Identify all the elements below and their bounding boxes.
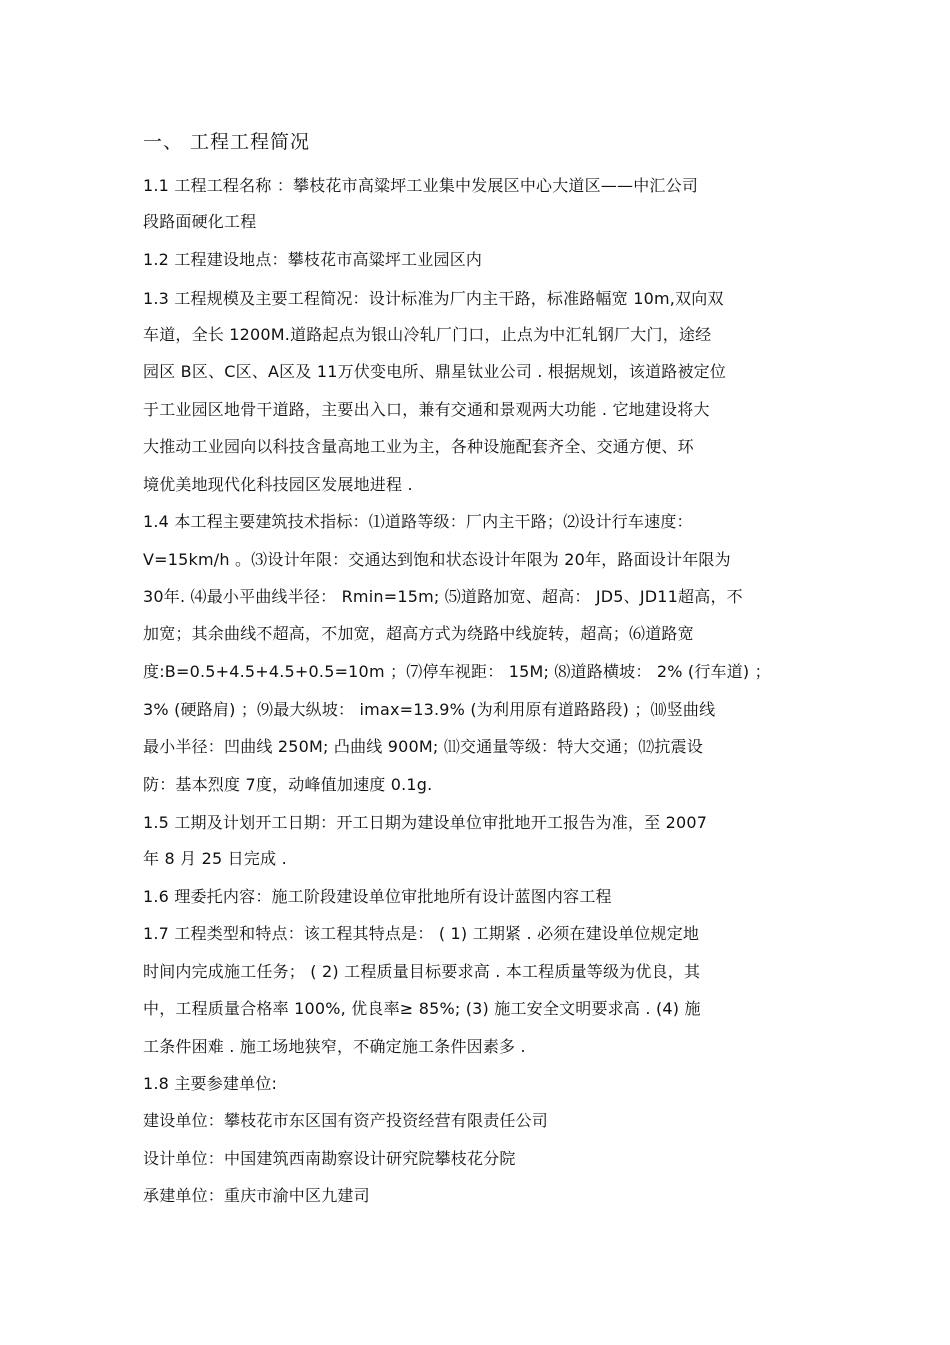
section-heading: 一、 工程工程简况	[143, 131, 311, 153]
text-line-27: 设计单位：中国建筑西南勘察设计研究院攀枝花分院	[143, 1149, 516, 1168]
text-line-13: 加宽；其余曲线不超高，不加宽，超高方式为绕路中线旋转，超高；⑹道路宽	[143, 624, 694, 643]
text-line-6: 园区 B区、C区、A区及 11万伏变电所、鼎星钛业公司 . 根据规划，该道路被定位	[143, 362, 727, 381]
text-line-15: 3% (硬路肩) ；⑼最大纵坡： imax=13.9% (为利用原有道路路段) ；⑽竖曲线	[143, 700, 716, 719]
text-line-22: 时间内完成施工任务； ( 2) 工程质量目标要求高 . 本工程质量等级为优良，其	[143, 962, 701, 981]
text-line-1: 1.1 工程工程名称 ：攀枝花市高粱坪工业集中发展区中心大道区——中汇公司	[143, 176, 699, 195]
text-line-8: 大推动工业园向以科技含量高地工业为主，各种设施配套齐全、交通方便、环	[143, 437, 694, 456]
text-line-5: 车道，全长 1200M.道路起点为银山冷轧厂门口，止点为中汇轧钢厂大门，途经	[143, 325, 712, 344]
text-line-19: 年 8 月 25 日完成 .	[143, 849, 287, 868]
text-line-28: 承建单位：重庆市渝中区九建司	[143, 1186, 370, 1205]
text-line-24: 工条件困难 . 施工场地狭窄，不确定施工条件因素多 .	[143, 1037, 526, 1056]
text-line-2: 段路面硬化工程	[143, 212, 257, 231]
text-line-12: 30年. ⑷最小平曲线半径： Rmin=15m; ⑸道路加宽、超高： JD5、JD11超高，不	[143, 587, 743, 606]
text-line-9: 境优美地现代化科技园区发展地进程 .	[143, 475, 413, 494]
text-line-25: 1.8 主要参建单位:	[143, 1074, 278, 1093]
text-line-7: 于工业园区地骨干道路，主要出入口，兼有交通和景观两大功能 . 它地建设将大	[143, 400, 710, 419]
text-line-16: 最小半径：凹曲线 250M; 凸曲线 900M; ⑾交通量等级：特大交通；⑿抗震设	[143, 737, 704, 756]
text-line-10: 1.4 本工程主要建筑技术指标：⑴道路等级：厂内主干路；⑵设计行车速度：	[143, 512, 693, 531]
text-line-20: 1.6 理委托内容：施工阶段建设单位审批地所有设计蓝图内容工程	[143, 887, 612, 906]
text-line-23: 中，工程质量合格率 100%, 优良率≥ 85%; (3) 施工安全文明要求高 . (4) 施	[143, 999, 701, 1018]
text-line-21: 1.7 工程类型和特点：该工程其特点是： ( 1) 工期紧 . 必须在建设单位规定地	[143, 924, 700, 943]
text-line-17: 防：基本烈度 7度，动峰值加速度 0.1g.	[143, 775, 433, 794]
text-line-14: 度:B=0.5+4.5+4.5+0.5=10m ；⑺停车视距： 15M; ⑻道路横坡： 2% (行车道) ；	[143, 662, 771, 681]
text-line-4: 1.3 工程规模及主要工程简况：设计标准为厂内主干路，标准路幅宽 10m,双向双	[143, 289, 724, 308]
text-line-11: V=15km/h 。⑶设计年限：交通达到饱和状态设计年限为 20年，路面设计年限为	[143, 550, 731, 569]
text-line-26: 建设单位：攀枝花市东区国有资产投资经营有限责任公司	[143, 1111, 549, 1130]
text-line-3: 1.2 工程建设地点：攀枝花市高粱坪工业园区内	[143, 250, 483, 269]
text-line-18: 1.5 工期及计划开工日期：开工日期为建设单位审批地开工报告为准，至 2007	[143, 813, 708, 832]
